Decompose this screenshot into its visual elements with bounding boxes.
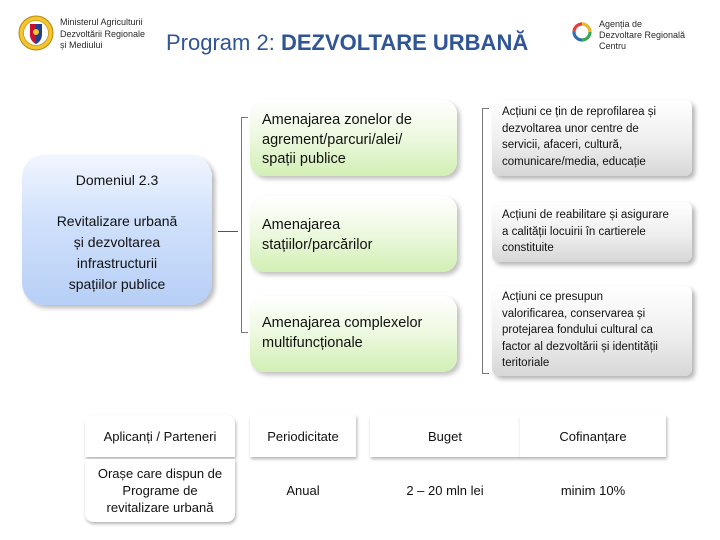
table-header-periodicity: Periodicitate xyxy=(250,415,356,457)
table-header-applicants: Aplicanți / Parteneri xyxy=(85,415,235,457)
page-title xyxy=(166,30,528,56)
agency-name xyxy=(599,19,685,52)
details-bracket xyxy=(482,108,489,374)
action-detail-line: Acțiuni de reabilitare și asigurare xyxy=(502,209,669,221)
action-detail-line: servicii, afaceri, cultură, xyxy=(502,139,623,151)
action-detail-line: factor al dezvoltării și identității xyxy=(502,340,658,353)
ministry-coat-of-arms-logo xyxy=(18,14,54,52)
agency-logo-icon xyxy=(570,20,594,44)
ministry-name-line: și Mediului xyxy=(60,40,103,50)
domain-label: Domeniul 2.3 xyxy=(75,172,159,188)
title-prefix: Program 2: xyxy=(166,30,281,55)
domain-description-line: și dezvoltarea xyxy=(73,234,161,250)
action-box xyxy=(250,196,457,272)
agency-name-line: Dezvoltare Regională xyxy=(599,30,686,40)
connector-line xyxy=(218,231,238,232)
action-box xyxy=(250,100,457,176)
action-detail-line: Acțiuni ce presupun xyxy=(502,291,604,303)
action-detail-box xyxy=(492,202,692,262)
domain-description-line: Revitalizare urbană xyxy=(56,213,178,229)
action-title-line: Amenajarea complexelor xyxy=(262,315,423,331)
ministry-name xyxy=(60,17,145,52)
action-title-line: stațiilor/parcărilor xyxy=(262,236,373,253)
action-detail-line: constituite xyxy=(502,242,554,254)
table-cell-periodicity: Anual xyxy=(286,483,320,498)
ministry-name-line: Ministerul Agriculturii xyxy=(60,17,143,27)
action-detail-line: protejarea fondului cultural ca xyxy=(502,324,653,336)
action-detail-box xyxy=(492,286,692,376)
domain-box xyxy=(22,155,212,305)
action-title-line: Amenajarea xyxy=(262,217,341,233)
action-detail-line: comunicare/media, educație xyxy=(502,155,646,168)
action-detail-line: a calității locuirii în cartierele xyxy=(502,225,646,238)
action-title-line: agrement/parcuri/alei/ xyxy=(262,131,403,148)
table-cell-cofinancing: minim 10% xyxy=(560,483,626,498)
action-title-line: Amenajarea zonelor de xyxy=(262,112,412,128)
action-detail-line: Acțiuni ce țin de reprofilarea și xyxy=(502,106,657,118)
table-cell-applicants-line: Programe de xyxy=(122,483,198,498)
agency-name-line: Agenția de xyxy=(599,19,643,29)
action-title-line: multifuncționale xyxy=(262,334,363,351)
action-title-line: spații publice xyxy=(262,151,346,167)
action-detail-line: dezvoltarea unor centre de xyxy=(502,122,639,135)
action-detail-line: teritoriale xyxy=(502,357,550,369)
title-bold: DEZVOLTARE URBANĂ xyxy=(280,30,529,55)
table-header-budget: Buget xyxy=(370,415,520,457)
action-detail-line: valorificarea, conservarea și xyxy=(502,307,646,320)
table-cell-applicants xyxy=(85,459,235,522)
table-header-cofinancing: Cofinanțare xyxy=(520,415,666,457)
domain-description-line: infrastructurii xyxy=(76,255,158,271)
table-cell-budget: 2 – 20 mln lei xyxy=(406,483,484,498)
action-detail-box xyxy=(492,100,692,176)
actions-bracket xyxy=(241,117,248,333)
action-box xyxy=(250,296,457,372)
ministry-name-line: Dezvoltării Regionale xyxy=(60,28,146,39)
domain-description xyxy=(22,211,212,295)
domain-description-line: spațiilor publice xyxy=(68,276,166,292)
table-cell-applicants-line: Orașe care dispun de xyxy=(97,466,223,481)
table-cell-applicants-line: revitalizare urbană xyxy=(106,500,214,515)
agency-name-line: Centru xyxy=(599,41,627,51)
